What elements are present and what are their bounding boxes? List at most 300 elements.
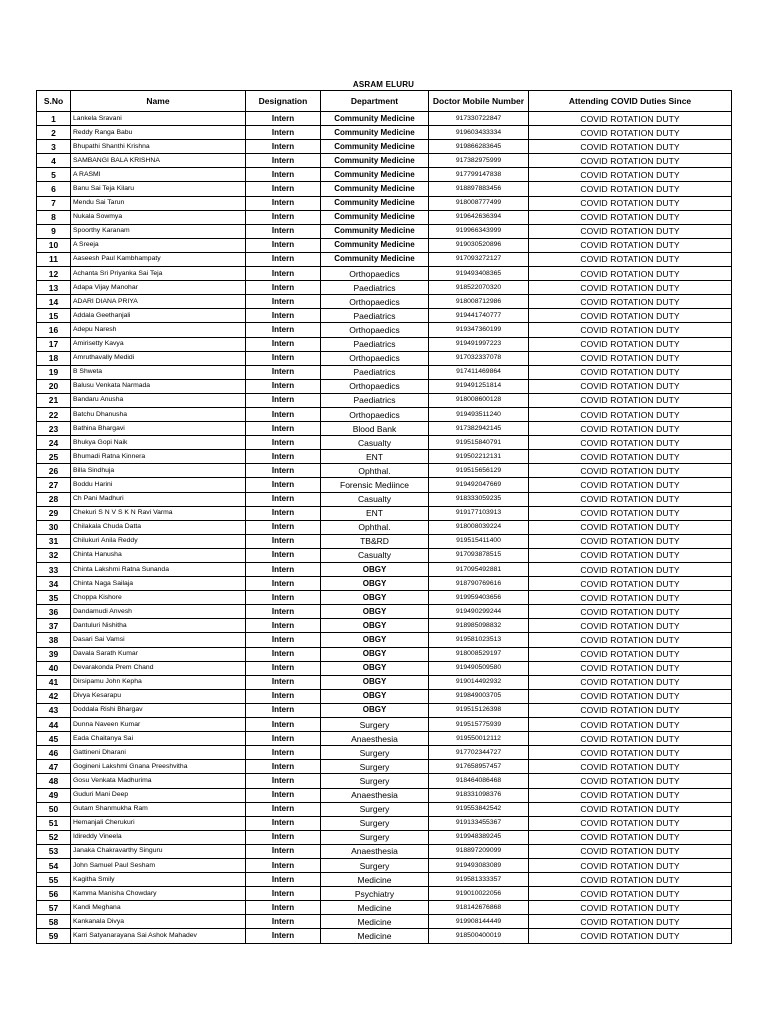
cell-sno: 22 [37,407,71,421]
cell-department: Surgery [321,802,429,816]
cell-designation: Intern [246,718,321,732]
table-row [37,196,732,210]
table-row [37,168,732,182]
cell-sno: 55 [37,873,71,887]
cell-name: Amruthavally Medidi [71,351,246,365]
table-row [37,830,732,844]
cell-department: Paediatrics [321,337,429,351]
cell-name: Davala Sarath Kumar [71,647,246,661]
cell-designation: Intern [246,281,321,295]
cell-department: Surgery [321,746,429,760]
cell-sno: 17 [37,337,71,351]
table-row [37,112,732,126]
cell-mobile: 918790769616 [429,577,529,591]
cell-mobile: 919493083089 [429,858,529,872]
table-row [37,534,732,548]
cell-name: B Shweta [71,365,246,379]
cell-sno: 37 [37,619,71,633]
cell-department: Anaesthesia [321,732,429,746]
cell-mobile: 918008777499 [429,196,529,210]
table-row [37,281,732,295]
cell-designation: Intern [246,154,321,168]
cell-department: Orthopaedics [321,407,429,421]
cell-department: Surgery [321,830,429,844]
cell-designation: Intern [246,126,321,140]
cell-sno: 7 [37,196,71,210]
cell-mobile: 917382975999 [429,154,529,168]
cell-department: OBGY [321,577,429,591]
cell-covid-duty: COVID ROTATION DUTY [529,647,732,661]
cell-department: OBGY [321,689,429,703]
cell-department: Paediatrics [321,281,429,295]
cell-covid-duty: COVID ROTATION DUTY [529,154,732,168]
cell-department: OBGY [321,633,429,647]
cell-mobile: 919347360199 [429,323,529,337]
cell-name: Chinta Lakshmi Ratna Sunanda [71,563,246,577]
sheet-title: ASRAM ELURU [352,80,415,89]
cell-mobile: 919515775939 [429,718,529,732]
cell-mobile: 919966343999 [429,224,529,238]
cell-mobile: 919553842542 [429,802,529,816]
cell-department: OBGY [321,605,429,619]
cell-sno: 9 [37,224,71,238]
cell-department: Surgery [321,774,429,788]
cell-department: Blood Bank [321,422,429,436]
cell-department: Orthopaedics [321,379,429,393]
cell-name: Dandamudi Anvesh [71,605,246,619]
cell-mobile: 919010022056 [429,887,529,901]
table-row [37,858,732,872]
cell-department: Ophthal. [321,464,429,478]
cell-mobile: 919515656129 [429,464,529,478]
table-row [37,605,732,619]
cell-mobile: 918897209099 [429,844,529,858]
table-row [37,619,732,633]
cell-covid-duty: COVID ROTATION DUTY [529,506,732,520]
cell-sno: 3 [37,140,71,154]
cell-department: OBGY [321,647,429,661]
table-row [37,563,732,577]
cell-sno: 26 [37,464,71,478]
cell-name: Kamma Manisha Chowdary [71,887,246,901]
table-row [37,267,732,281]
cell-sno: 39 [37,647,71,661]
table-row [37,661,732,675]
cell-designation: Intern [246,224,321,238]
cell-department: Medicine [321,901,429,915]
cell-department: OBGY [321,563,429,577]
table-row [37,140,732,154]
cell-name: Dunna Naveen Kumar [71,718,246,732]
cell-mobile: 919493511240 [429,407,529,421]
cell-name: Bathina Bhargavi [71,422,246,436]
cell-mobile: 919030520896 [429,238,529,252]
cell-name: Achanta Sri Priyanka Sai Teja [71,267,246,281]
cell-covid-duty: COVID ROTATION DUTY [529,379,732,393]
cell-department: Orthopaedics [321,267,429,281]
cell-designation: Intern [246,788,321,802]
table-row [37,407,732,421]
cell-designation: Intern [246,112,321,126]
cell-designation: Intern [246,323,321,337]
cell-designation: Intern [246,267,321,281]
table-row [37,915,732,929]
cell-designation: Intern [246,168,321,182]
table-row [37,788,732,802]
cell-designation: Intern [246,309,321,323]
cell-sno: 53 [37,844,71,858]
cell-department: Surgery [321,718,429,732]
cell-sno: 29 [37,506,71,520]
header-row [37,91,732,112]
cell-department: OBGY [321,661,429,675]
cell-mobile: 919581023513 [429,633,529,647]
table-row [37,873,732,887]
cell-name: Chinta Naga Sailaja [71,577,246,591]
cell-department: ENT [321,450,429,464]
table-row [37,393,732,407]
cell-designation: Intern [246,210,321,224]
cell-department: Casualty [321,548,429,562]
cell-mobile: 917095492881 [429,563,529,577]
cell-department: Orthopaedics [321,323,429,337]
cell-name: Idireddy Vineela [71,830,246,844]
cell-covid-duty: COVID ROTATION DUTY [529,534,732,548]
table-row [37,295,732,309]
table-row [37,746,732,760]
cell-covid-duty: COVID ROTATION DUTY [529,393,732,407]
cell-sno: 48 [37,774,71,788]
table-row [37,816,732,830]
cell-department: Community Medicine [321,112,429,126]
cell-department: Casualty [321,436,429,450]
cell-designation: Intern [246,393,321,407]
cell-mobile: 917032337078 [429,351,529,365]
cell-name: Reddy Ranga Babu [71,126,246,140]
cell-department: Community Medicine [321,154,429,168]
table-row [37,506,732,520]
cell-mobile: 917411469864 [429,365,529,379]
cell-mobile: 919908144449 [429,915,529,929]
cell-designation: Intern [246,901,321,915]
table-row [37,351,732,365]
cell-name: Choppa Kishore [71,591,246,605]
cell-covid-duty: COVID ROTATION DUTY [529,464,732,478]
cell-designation: Intern [246,802,321,816]
table-row [37,633,732,647]
cell-sno: 40 [37,661,71,675]
cell-designation: Intern [246,675,321,689]
cell-designation: Intern [246,379,321,393]
cell-mobile: 919014492932 [429,675,529,689]
cell-covid-duty: COVID ROTATION DUTY [529,351,732,365]
cell-sno: 31 [37,534,71,548]
cell-covid-duty: COVID ROTATION DUTY [529,661,732,675]
cell-name: Chinta Hanusha [71,548,246,562]
cell-name: Bhupathi Shanthi Krishna [71,140,246,154]
cell-sno: 16 [37,323,71,337]
cell-name: ADARI DIANA PRIYA [71,295,246,309]
cell-designation: Intern [246,915,321,929]
cell-mobile: 919490509580 [429,661,529,675]
cell-name: A Sreeja [71,238,246,252]
cell-sno: 59 [37,929,71,943]
cell-designation: Intern [246,464,321,478]
cell-name: Chilukuri Anila Reddy [71,534,246,548]
cell-sno: 13 [37,281,71,295]
cell-sno: 28 [37,492,71,506]
cell-sno: 33 [37,563,71,577]
cell-mobile: 919491251814 [429,379,529,393]
cell-department: Anaesthesia [321,844,429,858]
cell-name: Bhumadi Ratna Kinnera [71,450,246,464]
cell-name: Devarakonda Prem Chand [71,661,246,675]
cell-name: A RASMI [71,168,246,182]
table-row [37,337,732,351]
cell-name: Hemanjali Cherukuri [71,816,246,830]
table-row [37,182,732,196]
cell-sno: 2 [37,126,71,140]
cell-mobile: 919948389245 [429,830,529,844]
cell-covid-duty: COVID ROTATION DUTY [529,703,732,717]
cell-department: Casualty [321,492,429,506]
table-row [37,647,732,661]
cell-name: Adepu Naresh [71,323,246,337]
cell-mobile: 918897883456 [429,182,529,196]
cell-department: TB&RD [321,534,429,548]
cell-mobile: 919491997223 [429,337,529,351]
cell-designation: Intern [246,351,321,365]
table-row [37,436,732,450]
table-row [37,464,732,478]
cell-sno: 19 [37,365,71,379]
cell-name: Kankanala Divya [71,915,246,929]
cell-covid-duty: COVID ROTATION DUTY [529,337,732,351]
column-header-name: Name [71,91,246,112]
cell-covid-duty: COVID ROTATION DUTY [529,591,732,605]
cell-name: Gutam Shanmukha Ram [71,802,246,816]
table-row [37,577,732,591]
cell-mobile: 918008712986 [429,295,529,309]
cell-mobile: 919581333357 [429,873,529,887]
cell-name: Karri Satyanarayana Sai Ashok Mahadev [71,929,246,943]
cell-covid-duty: COVID ROTATION DUTY [529,492,732,506]
cell-department: Community Medicine [321,252,429,266]
cell-designation: Intern [246,929,321,943]
cell-covid-duty: COVID ROTATION DUTY [529,915,732,929]
cell-sno: 5 [37,168,71,182]
cell-covid-duty: COVID ROTATION DUTY [529,126,732,140]
cell-mobile: 919515411400 [429,534,529,548]
cell-sno: 8 [37,210,71,224]
cell-department: Anaesthesia [321,788,429,802]
cell-sno: 50 [37,802,71,816]
cell-covid-duty: COVID ROTATION DUTY [529,267,732,281]
cell-designation: Intern [246,746,321,760]
cell-mobile: 919133455367 [429,816,529,830]
cell-name: Batchu Dhanusha [71,407,246,421]
cell-mobile: 918500400019 [429,929,529,943]
cell-designation: Intern [246,577,321,591]
cell-name: Doddala Rishi Bhargav [71,703,246,717]
cell-sno: 24 [37,436,71,450]
cell-covid-duty: COVID ROTATION DUTY [529,196,732,210]
cell-covid-duty: COVID ROTATION DUTY [529,633,732,647]
cell-covid-duty: COVID ROTATION DUTY [529,407,732,421]
cell-sno: 54 [37,858,71,872]
table-row [37,548,732,562]
cell-mobile: 919550012112 [429,732,529,746]
cell-department: Community Medicine [321,182,429,196]
cell-sno: 1 [37,112,71,126]
cell-covid-duty: COVID ROTATION DUTY [529,887,732,901]
cell-covid-duty: COVID ROTATION DUTY [529,295,732,309]
cell-designation: Intern [246,196,321,210]
cell-designation: Intern [246,422,321,436]
cell-covid-duty: COVID ROTATION DUTY [529,760,732,774]
table-row [37,365,732,379]
cell-covid-duty: COVID ROTATION DUTY [529,422,732,436]
cell-designation: Intern [246,816,321,830]
cell-department: OBGY [321,703,429,717]
cell-covid-duty: COVID ROTATION DUTY [529,210,732,224]
table-row [37,492,732,506]
cell-sno: 52 [37,830,71,844]
cell-department: Paediatrics [321,393,429,407]
cell-covid-duty: COVID ROTATION DUTY [529,873,732,887]
cell-name: Balusu Venkata Narmada [71,379,246,393]
cell-mobile: 919492047669 [429,478,529,492]
cell-designation: Intern [246,506,321,520]
roster-body [37,112,732,944]
cell-covid-duty: COVID ROTATION DUTY [529,929,732,943]
table-row [37,732,732,746]
table-row [37,591,732,605]
table-row [37,238,732,252]
cell-name: Chekuri S N V S K N Ravi Varma [71,506,246,520]
cell-mobile: 918985098832 [429,619,529,633]
table-row [37,802,732,816]
cell-sno: 21 [37,393,71,407]
cell-department: Community Medicine [321,210,429,224]
cell-department: Paediatrics [321,365,429,379]
cell-department: Community Medicine [321,168,429,182]
cell-name: Dantuluri Nishitha [71,619,246,633]
cell-sno: 36 [37,605,71,619]
cell-covid-duty: COVID ROTATION DUTY [529,168,732,182]
cell-sno: 44 [37,718,71,732]
cell-name: Amirisetty Kavya [71,337,246,351]
table-row [37,224,732,238]
cell-name: Mendu Sai Tarun [71,196,246,210]
cell-covid-duty: COVID ROTATION DUTY [529,802,732,816]
cell-mobile: 919490299244 [429,605,529,619]
cell-name: Dirsipamu John Kepha [71,675,246,689]
cell-sno: 18 [37,351,71,365]
cell-covid-duty: COVID ROTATION DUTY [529,140,732,154]
cell-department: Medicine [321,915,429,929]
cell-sno: 58 [37,915,71,929]
cell-covid-duty: COVID ROTATION DUTY [529,238,732,252]
cell-department: OBGY [321,619,429,633]
table-row [37,422,732,436]
cell-department: Paediatrics [321,309,429,323]
cell-mobile: 917330722847 [429,112,529,126]
cell-covid-duty: COVID ROTATION DUTY [529,224,732,238]
cell-designation: Intern [246,647,321,661]
cell-mobile: 917702344727 [429,746,529,760]
cell-department: Surgery [321,858,429,872]
table-row [37,309,732,323]
cell-sno: 25 [37,450,71,464]
cell-designation: Intern [246,534,321,548]
cell-designation: Intern [246,492,321,506]
cell-covid-duty: COVID ROTATION DUTY [529,436,732,450]
cell-designation: Intern [246,605,321,619]
cell-sno: 12 [37,267,71,281]
column-header-sno: S.No [37,91,71,112]
cell-department: Community Medicine [321,126,429,140]
cell-name: Nukala Sowmya [71,210,246,224]
cell-name: Gogineni Lakshmi Gnana Preeshvitha [71,760,246,774]
cell-sno: 6 [37,182,71,196]
cell-covid-duty: COVID ROTATION DUTY [529,732,732,746]
table-row [37,252,732,266]
column-header-covid-duty: Attending COVID Duties Since [529,91,732,112]
cell-designation: Intern [246,887,321,901]
table-row [37,774,732,788]
cell-name: Banu Sai Teja Kilaru [71,182,246,196]
cell-name: SAMBANGI BALA KRISHNA [71,154,246,168]
cell-mobile: 917093878515 [429,548,529,562]
cell-covid-duty: COVID ROTATION DUTY [529,252,732,266]
cell-sno: 4 [37,154,71,168]
cell-sno: 34 [37,577,71,591]
cell-name: Dasari Sai Vamsi [71,633,246,647]
cell-name: Eada Chaitanya Sai [71,732,246,746]
cell-covid-duty: COVID ROTATION DUTY [529,281,732,295]
cell-designation: Intern [246,844,321,858]
cell-mobile: 918333059235 [429,492,529,506]
cell-department: Medicine [321,929,429,943]
cell-sno: 20 [37,379,71,393]
cell-department: Orthopaedics [321,351,429,365]
cell-sno: 10 [37,238,71,252]
cell-designation: Intern [246,295,321,309]
cell-department: Orthopaedics [321,295,429,309]
cell-mobile: 919177103913 [429,506,529,520]
cell-department: Community Medicine [321,196,429,210]
cell-designation: Intern [246,703,321,717]
cell-covid-duty: COVID ROTATION DUTY [529,675,732,689]
cell-designation: Intern [246,548,321,562]
cell-name: Gattineni Dharani [71,746,246,760]
cell-covid-duty: COVID ROTATION DUTY [529,605,732,619]
cell-covid-duty: COVID ROTATION DUTY [529,548,732,562]
cell-covid-duty: COVID ROTATION DUTY [529,563,732,577]
cell-covid-duty: COVID ROTATION DUTY [529,689,732,703]
cell-mobile: 918464086468 [429,774,529,788]
cell-department: ENT [321,506,429,520]
cell-covid-duty: COVID ROTATION DUTY [529,112,732,126]
cell-mobile: 918142676868 [429,901,529,915]
cell-sno: 32 [37,548,71,562]
cell-department: Forensic Mediince [321,478,429,492]
cell-covid-duty: COVID ROTATION DUTY [529,774,732,788]
cell-sno: 42 [37,689,71,703]
cell-designation: Intern [246,182,321,196]
cell-department: Community Medicine [321,140,429,154]
